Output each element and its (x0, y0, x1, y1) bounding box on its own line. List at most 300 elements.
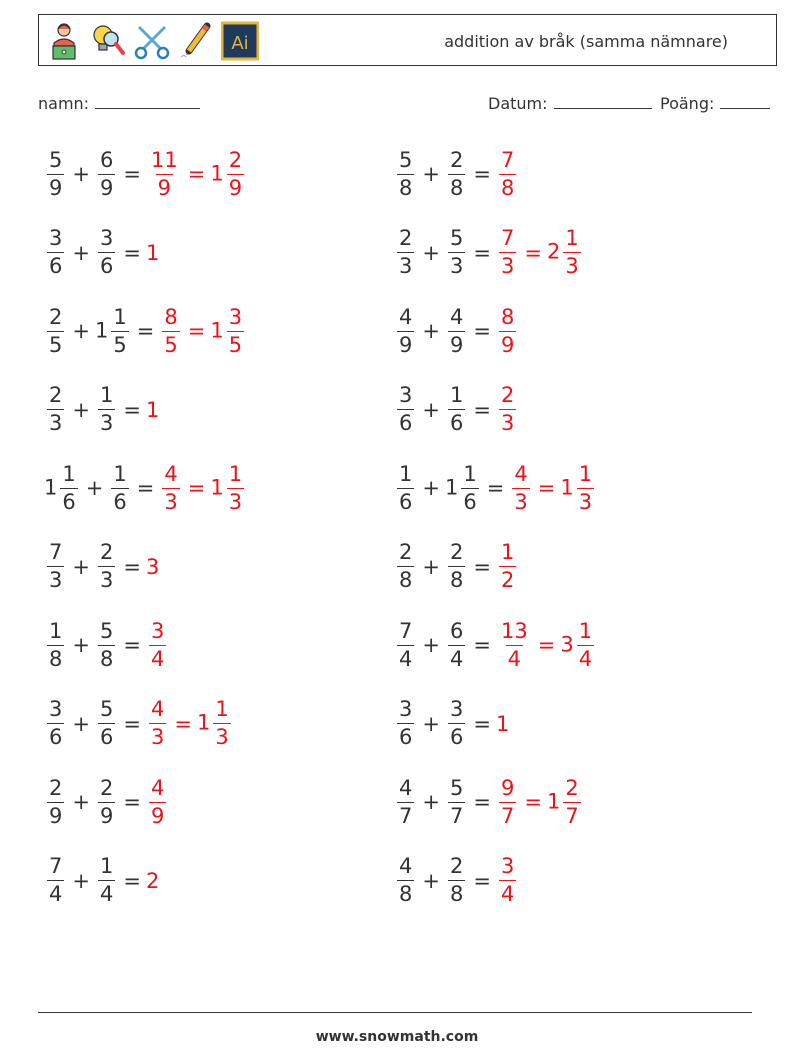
plus-sign: + (422, 633, 440, 657)
denominator: 3 (150, 725, 165, 749)
problem-row (394, 458, 597, 518)
fraction-term (546, 775, 584, 828)
whole-number: 1 (44, 475, 58, 499)
denominator: 4 (500, 882, 515, 906)
numerator: 7 (49, 854, 63, 878)
numerator: 3 (49, 697, 63, 721)
header-box (38, 14, 777, 66)
whole-number: 1 (94, 318, 109, 342)
fraction-term (44, 147, 67, 200)
score-label: Poäng: (660, 94, 715, 113)
problem-row (44, 144, 247, 204)
fraction (499, 147, 516, 200)
problem-row (394, 380, 519, 440)
fraction-term (159, 461, 182, 514)
fraction (448, 856, 465, 905)
fraction (60, 461, 77, 514)
fraction-term (95, 228, 118, 277)
fraction-term (44, 228, 67, 277)
answer (496, 542, 519, 591)
fraction (47, 542, 64, 591)
denominator: 3 (578, 489, 593, 514)
fraction-term (146, 241, 159, 265)
numerator: 11 (150, 147, 178, 172)
numerator: 4 (150, 697, 165, 721)
fraction (98, 856, 115, 905)
fraction-term (394, 304, 417, 357)
numerator: 2 (449, 854, 464, 878)
denominator: 4 (99, 882, 114, 906)
fraction (448, 699, 465, 748)
problem-row (44, 851, 159, 911)
fraction (577, 618, 594, 671)
denominator: 6 (399, 725, 413, 749)
plus-sign: + (72, 319, 90, 343)
fraction (98, 542, 115, 591)
denominator: 6 (463, 489, 477, 514)
equals-sign: = (473, 554, 491, 579)
denominator: 8 (500, 175, 515, 200)
plus-sign: + (422, 711, 440, 736)
fraction (577, 461, 594, 514)
fraction (47, 147, 64, 200)
fraction-term (394, 228, 417, 277)
fraction-term (547, 228, 584, 277)
fraction (98, 147, 115, 200)
score-field (660, 93, 770, 113)
denominator: 3 (399, 254, 413, 278)
denominator: 6 (399, 411, 413, 435)
fraction (149, 618, 166, 671)
numerator: 5 (99, 618, 114, 643)
fraction (499, 775, 516, 828)
fraction (448, 542, 465, 591)
score-blank[interactable] (720, 93, 770, 109)
denominator: 6 (99, 254, 114, 278)
fraction-term (44, 385, 67, 434)
denominator: 7 (565, 803, 579, 828)
answer (159, 461, 247, 514)
fraction-term (44, 856, 67, 905)
denominator: 6 (49, 254, 63, 278)
whole-number: 1 (495, 711, 510, 736)
name-field (38, 93, 200, 113)
denominator: 7 (500, 803, 515, 828)
pencil-icon (177, 21, 215, 61)
numerator: 8 (164, 304, 178, 329)
fraction (512, 461, 529, 514)
numerator: 4 (399, 775, 413, 800)
date-blank[interactable] (554, 93, 652, 109)
numerator: 5 (99, 697, 114, 721)
denominator: 6 (99, 725, 114, 749)
fraction-term (146, 699, 169, 748)
problem-row (44, 537, 159, 597)
fraction-term (146, 775, 169, 828)
denominator: 8 (399, 568, 413, 592)
whole-number: 1 (210, 318, 224, 342)
denominator: 9 (49, 803, 63, 828)
plus-sign: + (422, 162, 440, 186)
numerator: 7 (500, 147, 515, 172)
fraction-term (496, 856, 519, 905)
denominator: 7 (399, 803, 413, 828)
denominator: 9 (150, 803, 165, 828)
fraction (98, 775, 115, 828)
whole-number: 1 (145, 240, 160, 265)
denominator: 4 (49, 882, 63, 906)
fraction-term (44, 699, 67, 748)
denominator: 3 (49, 568, 63, 592)
fraction (111, 461, 128, 514)
problem-row (44, 694, 234, 754)
answer (496, 775, 584, 828)
problem-row (44, 772, 169, 832)
denominator: 9 (228, 175, 243, 200)
whole-number: 1 (546, 789, 561, 813)
fraction (448, 775, 465, 828)
numerator: 1 (565, 226, 579, 250)
whole-number: 2 (145, 868, 160, 893)
name-blank[interactable] (95, 93, 200, 109)
fraction-term (496, 712, 509, 736)
fraction (397, 385, 414, 434)
fraction-term (394, 385, 417, 434)
fraction-term (560, 461, 597, 514)
whole-number: 1 (196, 710, 211, 735)
fraction-term (496, 385, 519, 434)
equals-sign: = (187, 319, 206, 343)
fraction-term (496, 304, 519, 357)
fraction-term (394, 775, 417, 828)
fraction-term (108, 461, 131, 514)
whole-number: 1 (560, 475, 574, 499)
fraction-term (445, 228, 468, 277)
fraction (397, 147, 414, 200)
fraction (149, 147, 180, 200)
numerator: 5 (449, 775, 464, 800)
footer-divider (38, 1012, 752, 1013)
denominator: 3 (449, 254, 464, 278)
whole-number: 3 (145, 554, 160, 579)
denominator: 9 (157, 175, 172, 200)
fraction (227, 147, 244, 200)
fraction-term (95, 856, 118, 905)
fraction (397, 542, 414, 591)
answer (496, 304, 519, 357)
denominator: 8 (449, 882, 464, 906)
fraction (111, 304, 128, 357)
denominator: 6 (113, 489, 127, 514)
date-field (488, 93, 652, 113)
answer (146, 618, 169, 671)
icon-bar (45, 21, 259, 61)
fraction-term (146, 147, 183, 200)
denominator: 3 (565, 254, 579, 278)
ai-icon (221, 21, 259, 61)
fraction (47, 856, 64, 905)
denominator: 3 (99, 411, 114, 435)
ai-label: Ai (231, 33, 249, 54)
denominator: 3 (514, 489, 528, 514)
numerator: 1 (215, 697, 229, 721)
whole-number: 3 (560, 632, 574, 656)
numerator: 1 (399, 461, 413, 486)
denominator: 9 (99, 175, 114, 200)
bulb-magnifier-icon (89, 21, 127, 61)
date-label: Datum: (488, 94, 548, 113)
fraction (563, 775, 580, 828)
numerator: 3 (399, 697, 413, 721)
fraction-term (496, 147, 519, 200)
fraction-term (44, 775, 67, 828)
numerator: 7 (399, 618, 413, 643)
fraction-term (445, 542, 468, 591)
numerator: 1 (463, 461, 477, 486)
numerator: 4 (449, 304, 464, 329)
answer (146, 775, 169, 828)
equals-sign: = (123, 711, 141, 736)
fraction-term (509, 461, 532, 514)
problem-row (394, 537, 519, 597)
denominator: 8 (49, 646, 63, 671)
fraction-term (444, 461, 482, 514)
fraction-term (146, 398, 159, 422)
denominator: 4 (150, 646, 165, 671)
equals-sign: = (187, 476, 206, 500)
denominator: 2 (500, 568, 515, 592)
fraction (98, 618, 115, 671)
equals-sign: = (537, 633, 556, 657)
fraction-term (95, 385, 118, 434)
fraction (461, 461, 478, 514)
numerator: 6 (449, 618, 464, 643)
answer (496, 712, 509, 736)
problem-row (394, 615, 597, 675)
numerator: 1 (113, 461, 127, 486)
fraction (213, 699, 230, 748)
problem-row (394, 772, 584, 832)
numerator: 1 (228, 461, 243, 486)
answer (496, 385, 519, 434)
plus-sign: + (72, 711, 90, 736)
plus-sign: + (422, 554, 440, 579)
numerator: 9 (500, 775, 515, 800)
answer (146, 241, 159, 265)
fraction (448, 147, 465, 200)
numerator: 5 (399, 147, 413, 172)
fraction (499, 542, 516, 591)
numerator: 4 (150, 775, 165, 800)
denominator: 8 (99, 646, 114, 671)
numerator: 2 (449, 540, 464, 564)
plus-sign: + (422, 790, 440, 814)
equals-sign: = (524, 240, 542, 265)
numerator: 2 (49, 304, 63, 329)
plus-sign: + (72, 868, 90, 893)
fraction (227, 461, 244, 514)
fraction-term (496, 618, 533, 671)
fraction-term (394, 856, 417, 905)
fraction-term (496, 775, 519, 828)
numerator: 2 (49, 383, 63, 407)
answer (496, 228, 584, 277)
equals-sign: = (473, 162, 491, 186)
answer (146, 555, 159, 579)
fraction (448, 304, 465, 357)
fraction-term (197, 699, 234, 748)
numerator: 2 (449, 147, 464, 172)
plus-sign: + (422, 868, 440, 893)
answer (496, 147, 519, 200)
fraction (499, 228, 516, 277)
fraction-term (159, 304, 182, 357)
denominator: 6 (449, 411, 464, 435)
problem-row (44, 458, 247, 518)
fraction (162, 304, 179, 357)
numerator: 1 (449, 383, 464, 407)
fraction (149, 775, 166, 828)
numerator: 3 (150, 618, 165, 643)
numerator: 5 (49, 147, 63, 172)
fraction-term (94, 304, 132, 357)
numerator: 4 (164, 461, 178, 486)
numerator: 1 (113, 304, 127, 329)
whole-number: 2 (546, 239, 561, 264)
answer (496, 856, 519, 905)
fraction-term (445, 699, 468, 748)
fraction-term (146, 869, 159, 893)
fraction-term (44, 618, 67, 671)
fraction-term (496, 542, 519, 591)
numerator: 1 (99, 854, 114, 878)
fraction (98, 699, 115, 748)
numerator: 2 (399, 540, 413, 564)
answer (146, 398, 159, 422)
page-title: addition av bråk (samma nämnare) (444, 32, 728, 51)
numerator: 1 (500, 540, 515, 564)
equals-sign: = (136, 476, 155, 500)
denominator: 6 (399, 489, 413, 514)
plus-sign: + (72, 633, 90, 657)
numerator: 1 (99, 383, 114, 407)
equals-sign: = (473, 711, 491, 736)
numerator: 2 (228, 147, 243, 172)
fraction-term (210, 147, 247, 200)
numerator: 2 (99, 540, 114, 564)
denominator: 8 (399, 882, 413, 906)
fraction (397, 699, 414, 748)
equals-sign: = (123, 397, 141, 422)
denominator: 6 (49, 725, 63, 749)
fraction-term (95, 618, 118, 671)
fraction (448, 385, 465, 434)
numerator: 2 (565, 775, 579, 800)
fraction (499, 385, 516, 434)
fraction (162, 461, 179, 514)
equals-sign: = (473, 240, 491, 265)
equals-sign: = (123, 633, 141, 657)
whole-number: 1 (145, 397, 160, 422)
answer (146, 699, 234, 748)
denominator: 8 (399, 175, 413, 200)
denominator: 5 (228, 332, 243, 357)
fraction-term (210, 304, 247, 357)
numerator: 3 (99, 226, 114, 250)
equals-sign: = (473, 633, 491, 657)
fraction-term (445, 304, 468, 357)
fraction (47, 228, 64, 277)
denominator: 4 (578, 646, 593, 671)
denominator: 5 (113, 332, 127, 357)
fraction-term (95, 147, 118, 200)
denominator: 3 (99, 568, 114, 592)
numerator: 3 (449, 697, 464, 721)
numerator: 2 (500, 383, 515, 407)
equals-sign: = (486, 476, 505, 500)
denominator: 6 (62, 489, 76, 514)
fraction (397, 304, 414, 357)
answer (146, 147, 247, 200)
fraction (47, 699, 64, 748)
fraction (397, 618, 414, 671)
numerator: 4 (514, 461, 528, 486)
denominator: 5 (164, 332, 178, 357)
footer-url: www.snowmath.com (315, 1029, 479, 1045)
numerator: 2 (49, 775, 63, 800)
name-label: namn: (38, 94, 90, 113)
fraction-term (394, 461, 417, 514)
numerator: 7 (500, 226, 515, 250)
fraction (397, 856, 414, 905)
fraction (98, 385, 115, 434)
denominator: 8 (449, 568, 464, 592)
fraction (448, 228, 465, 277)
fraction (499, 618, 530, 671)
teacher-icon (45, 21, 83, 61)
answer (146, 869, 159, 893)
equals-sign: = (123, 554, 141, 579)
fraction (499, 856, 516, 905)
numerator: 1 (62, 461, 76, 486)
fraction-term (95, 699, 118, 748)
plus-sign: + (422, 240, 440, 265)
problem-row (44, 380, 159, 440)
denominator: 9 (49, 175, 63, 200)
equals-sign: = (136, 319, 155, 343)
problem-row (44, 615, 169, 675)
denominator: 7 (449, 803, 464, 828)
fraction-term (146, 618, 169, 671)
equals-sign: = (123, 162, 141, 186)
numerator: 13 (500, 618, 528, 643)
numerator: 1 (49, 618, 63, 643)
denominator: 4 (507, 646, 522, 671)
numerator: 3 (49, 226, 63, 250)
fraction-term (44, 304, 67, 357)
fraction (227, 304, 244, 357)
numerator: 7 (49, 540, 63, 564)
numerator: 6 (99, 147, 114, 172)
fraction-term (394, 542, 417, 591)
equals-sign: = (524, 790, 542, 814)
fraction (397, 228, 414, 277)
denominator: 9 (99, 803, 114, 828)
problem-row (394, 144, 519, 204)
numerator: 1 (578, 618, 593, 643)
fraction-term (394, 147, 417, 200)
answer (496, 618, 597, 671)
